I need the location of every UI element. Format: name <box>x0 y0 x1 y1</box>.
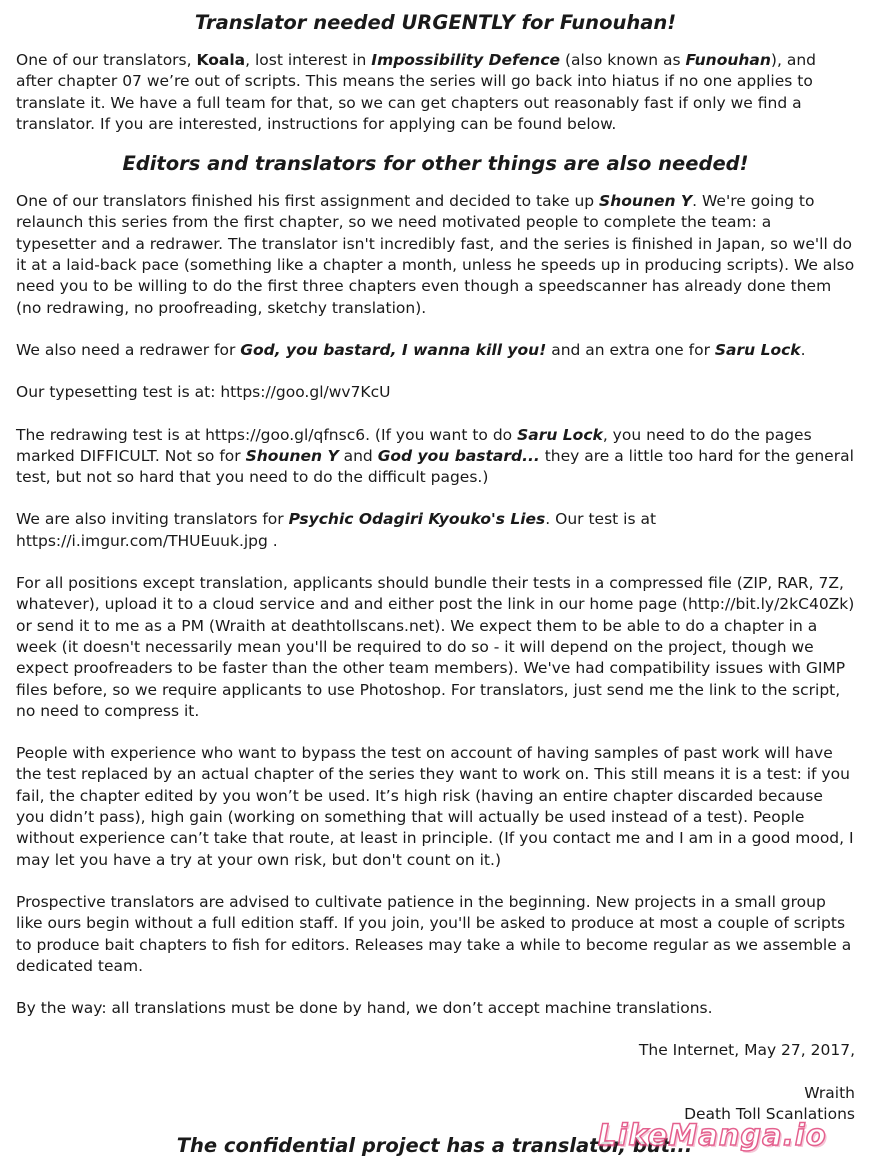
title-psychic-odagiri: Psychic Odagiri Kyouko's Lies <box>288 510 546 529</box>
paragraph-funouhan: One of our translators, Koala, lost interest in Impossibility Defence (also known as Funouhan), and after chapter 07 we’re out of scripts. This means the series will go back into hiatus if no one applies to translate it. We have a full team for that, so we can get chapters out reasonably fast if only we find a translator. If you are interested, instructions for applying can be found below. <box>16 51 816 133</box>
signature-group: Death Toll Scanlations <box>684 1104 855 1123</box>
heading-confidential-project: The confidential project has a translator, but... <box>176 1134 693 1157</box>
title-shounen-y-2: Shounen Y <box>245 446 339 465</box>
heading-editors-needed: Editors and translators for other things are also needed! <box>122 152 749 176</box>
signature-name: Wraith <box>804 1083 855 1102</box>
paragraph-redrawer: We also need a redrawer for God, you bastard, I wanna kill you! and an extra one for Saru Lock. <box>16 340 806 359</box>
title-impossibility-defence: Impossibility Defence <box>371 51 561 69</box>
paragraph-odagiri: We are also inviting translators for Psychic Odagiri Kyouko's Lies. Our test is at https://i.imgur.com/THUEuuk.jpg . <box>16 510 657 550</box>
paragraph-redrawing-test: The redrawing test is at https://goo.gl/qfnsc6. (If you want to do Saru Lock, you need to do the pages marked DIFFICULT. Not so for Shounen Y and God you bastard... they are a little too hard for the general test, but not so hard that you need to do the difficult pages.) <box>16 425 854 487</box>
paragraph-typesetting-test: Our typesetting test is at: https://goo.gl/wv7KcU <box>16 383 391 402</box>
title-god-you-bastard: God, you bastard, I wanna kill you! <box>240 340 547 359</box>
paragraph-machine-translation: By the way: all translations must be done by hand, we don’t accept machine translations. <box>16 999 713 1018</box>
paragraph-patience: Prospective translators are advised to cultivate patience in the beginning. New projects in a small group like ours begin without a full edition staff. If you join, you'll be asked to produce at most a couple of scripts to produce bait chapters to fish for editors. Releases may take a while to become regular as we assemble a dedicated team. <box>16 892 852 975</box>
watermark-logo: LikeManga.io <box>598 1118 827 1152</box>
paragraph-experience: People with experience who want to bypass the test on account of having samples of past work will have the test replaced by an actual chapter of the series they want to work on. This still means it is a test: if you fail, the chapter edited by you won’t be used. It’s high risk (having an entire chapter discarded because you didn’t pass), high gain (working on something that will actually be used instead of a test). People without experience can’t take that route, at least in principle. (If you contact me and I am in a good mood, I may let you have a try at your own risk, but don't count on it.) <box>16 744 854 869</box>
dateline: The Internet, May 27, 2017, <box>638 1041 855 1060</box>
paragraph-application-instructions: For all positions except translation, applicants should bundle their tests in a compressed file (ZIP, RAR, 7Z, whatever), upload it to a cloud service and and either post the link in our home page (http://bit.ly/2kC40Zk) or send it to me as a PM (Wraith at deathtollscans.net). We expect them to be able to do a chapter in a week (it doesn't necessarily mean you'll be required to do so - it will depend on the project, though we expect proofreaders to be faster than the other team members). We've had compatibility issues with GIMP files before, so we require applicants to use Photoshop. For translators, just send me the link to the script, no need to compress it. <box>16 574 855 720</box>
title-shounen-y: Shounen Y <box>599 192 693 211</box>
title-funouhan: Funouhan <box>685 51 771 69</box>
title-saru-lock-2: Saru Lock <box>517 425 603 444</box>
title-god-you-bastard-2: God you bastard... <box>377 446 540 465</box>
paragraph-shounen-y: One of our translators finished his first assignment and decided to take up Shounen Y. We're going to relaunch this series from the first chapter, so we need motivated people to complete the team: a typesetter and a redrawer. The translator isn't incredibly fast, and the series is finished in Japan, so we'll do it at a laid-back pace (something like a chapter a month, unless he speeds up in producing scripts). We also need you to be willing to do the first three chapters even though a speedscanner has already done them (no redrawing, no proofreading, sketchy translation). <box>16 192 855 317</box>
name-koala: Koala <box>196 51 246 69</box>
heading-translator-needed: Translator needed URGENTLY for Funouhan! <box>194 11 677 34</box>
title-saru-lock: Saru Lock <box>714 340 801 359</box>
